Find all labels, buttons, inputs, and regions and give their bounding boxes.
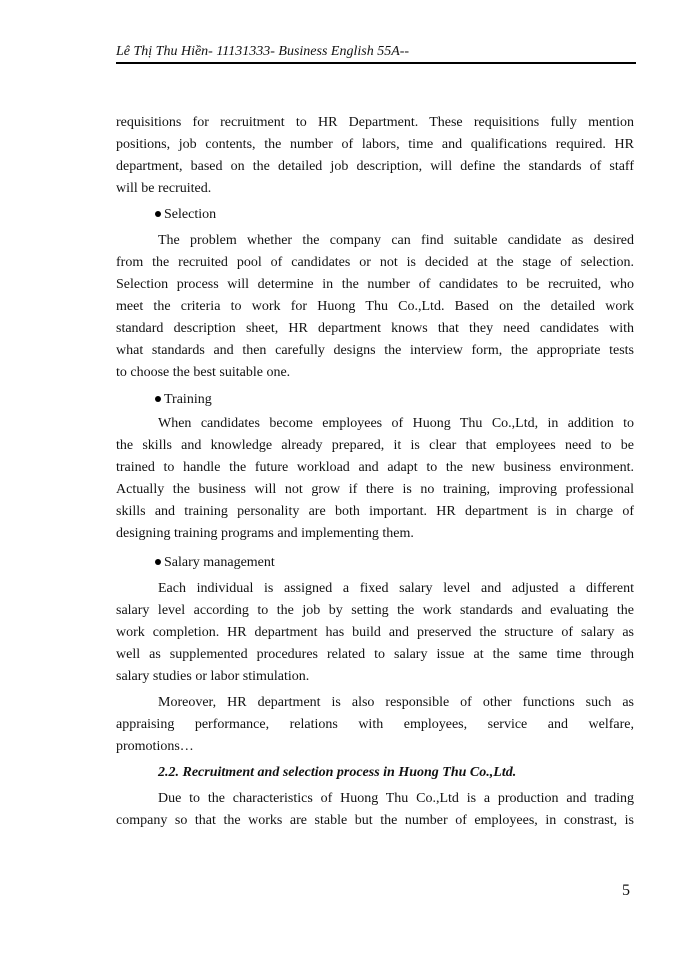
bullet-label: Selection <box>164 207 217 222</box>
text-line: promotions… <box>116 739 194 754</box>
text-line: When candidates become employees of Huong Thu Co.,Ltd, in addition to <box>158 416 634 431</box>
text-line: requisitions for recruitment to HR Department. These requisitions fully mention <box>116 115 634 130</box>
section-heading: 2.2. Recruitment and selection process in Huong Thu Co.,Ltd. <box>158 765 517 780</box>
text-line: appraising performance, relations with employees, service and welfare, <box>116 717 634 732</box>
text-line: work completion. HR department has build and preserved the structure of salary as <box>116 625 634 640</box>
bullet-label: Training <box>164 392 212 407</box>
text-line: skills and training personality are both important. HR department is in charge of <box>116 504 634 519</box>
bullet-salary-management <box>155 552 275 574</box>
text-line: the skills and knowledge already prepared, it is clear that employees need to be <box>116 438 634 453</box>
text-line: salary studies or labor stimulation. <box>116 669 310 684</box>
text-line: The problem whether the company can find suitable candidate as desired <box>158 233 634 248</box>
text-line: Each individual is assigned a fixed salary level and adjusted a different <box>158 581 634 596</box>
bullet-training <box>155 389 212 411</box>
page-header: Lê Thị Thu Hiền- 11131333- Business English 55A-- <box>116 44 636 64</box>
text-line: salary level according to the job by setting the work standards and evaluating the <box>116 603 634 618</box>
page-number: 5 <box>622 882 630 899</box>
text-line: positions, job contents, the number of labors, time and qualifications required. HR <box>116 137 634 152</box>
paragraph <box>116 112 634 200</box>
text-line: to choose the best suitable one. <box>116 365 291 380</box>
text-line: Actually the business will not grow if there is no training, improving professional <box>116 482 634 497</box>
text-line: company so that the works are stable but the number of employees, in constrast, is <box>116 813 634 828</box>
text-line: will be recruited. <box>116 181 212 196</box>
bullet-dot-icon <box>155 559 161 565</box>
text-line: Due to the characteristics of Huong Thu Co.,Ltd is a production and trading <box>158 791 634 806</box>
paragraph <box>116 578 634 688</box>
text-line: what standards and then carefully designs the interview form, the appropriate tests <box>116 343 634 358</box>
text-line: well as supplemented procedures related to salary issue at the same time through <box>116 647 634 662</box>
bullet-selection <box>155 204 216 226</box>
bullet-label: Salary management <box>164 555 275 570</box>
text-line: Moreover, HR department is also responsible of other functions such as <box>158 695 634 710</box>
text-line: Selection process will determine in the number of candidates to be recruited, who <box>116 277 634 292</box>
paragraph <box>116 692 634 758</box>
text-line: from the recruited pool of candidates or not is decided at the stage of selection. <box>116 255 634 270</box>
bullet-dot-icon <box>155 211 161 217</box>
text-line: trained to handle the future workload and adapt to the new business environment. <box>116 460 634 475</box>
text-line: meet the criteria to work for Huong Thu Co.,Ltd. Based on the detailed work <box>116 299 634 314</box>
text-line: standard description sheet, HR department knows that they need candidates with <box>116 321 634 336</box>
paragraph <box>116 413 634 545</box>
paragraph <box>116 230 634 384</box>
paragraph <box>116 788 634 832</box>
text-line: designing training programs and implementing them. <box>116 526 414 541</box>
text-line: department, based on the detailed job description, will define the standards of staff <box>116 159 634 174</box>
bullet-dot-icon <box>155 396 161 402</box>
